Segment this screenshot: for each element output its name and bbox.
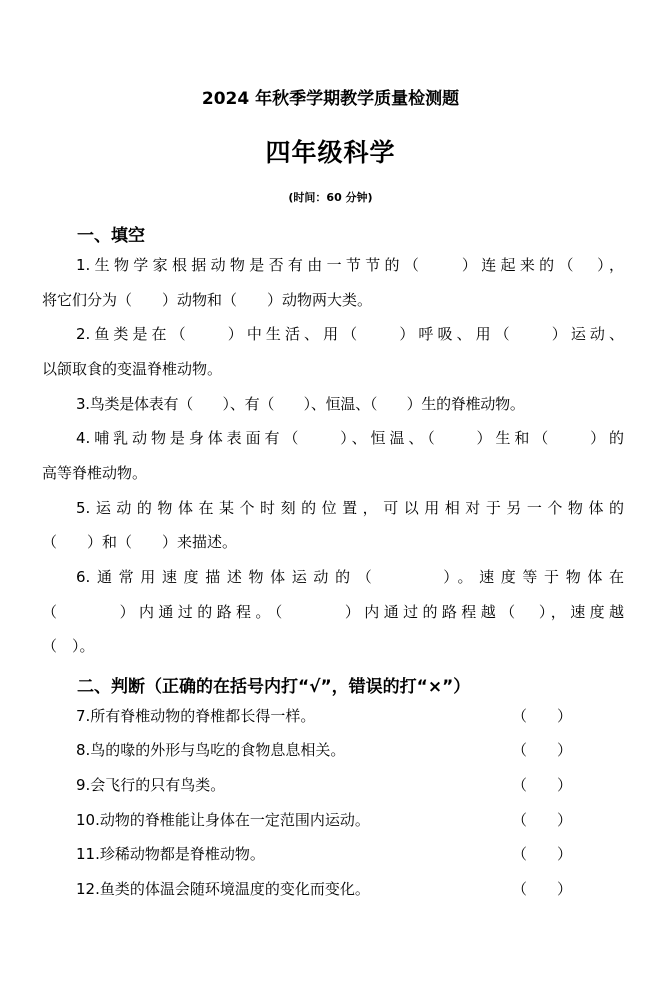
section-heading-fill-in: 一、填空 <box>77 226 145 246</box>
judge-item-10 <box>76 810 576 830</box>
judge-statement: 12.鱼类的体温会随环境温度的变化而变化。 <box>76 880 370 898</box>
section-heading-judge: 二、判断（正确的在括号内打“√”，错误的打“×”） <box>77 677 471 697</box>
question-2-line-1: 2.鱼类是在（ ）中生活、用（ ）呼吸、用（ ）运动、 <box>76 325 624 343</box>
time-note: (时间：60 分钟) <box>288 191 373 204</box>
question-3-line-1: 3.鸟类是体表有（ ）、有（ ）、恒温、（ ）生的脊椎动物。 <box>76 395 525 413</box>
answer-blank: （ ） <box>512 880 573 898</box>
judge-statement: 8.鸟的喙的外形与鸟吃的食物息息相关。 <box>76 741 346 759</box>
question-4-line-2: 高等脊椎动物。 <box>42 464 148 482</box>
question-5-line-1: 5.运动的物体在某个时刻的位置，可以用相对于另一个物体的 <box>76 499 624 517</box>
question-1-line-1: 1.生物学家根据动物是否有由一节节的（ ）连起来的（ ）， <box>76 256 624 274</box>
question-5-line-2: （ ）和（ ）来描述。 <box>42 533 238 551</box>
answer-blank: （ ） <box>512 741 573 759</box>
judge-item-11 <box>76 844 576 864</box>
answer-blank: （ ） <box>512 776 573 794</box>
judge-statement: 10.动物的脊椎能让身体在一定范围内运动。 <box>76 811 370 829</box>
subject-title: 四年级科学 <box>265 138 396 167</box>
judge-item-12 <box>76 879 576 899</box>
question-6-line-3: （ ）。 <box>42 637 95 655</box>
judge-item-7 <box>76 706 576 726</box>
answer-blank: （ ） <box>512 707 573 725</box>
judge-statement: 11.珍稀动物都是脊椎动物。 <box>76 845 265 863</box>
judge-statement: 7.所有脊椎动物的脊椎都长得一样。 <box>76 707 316 725</box>
question-2-line-2: 以颌取食的变温脊椎动物。 <box>42 360 223 378</box>
judge-statement: 9.会飞行的只有鸟类。 <box>76 776 226 794</box>
question-6-line-2: （ ）内通过的路程。（ ）内通过的路程越（ ），速度越 <box>42 603 624 621</box>
exam-title: 2024 年秋季学期教学质量检测题 <box>201 89 460 109</box>
question-4-line-1: 4.哺乳动物是身体表面有（ ）、恒温、（ ）生和（ ）的 <box>76 429 624 447</box>
question-1-line-2: 将它们分为（ ）动物和（ ）动物两大类。 <box>42 291 373 309</box>
question-6-line-1: 6.通常用速度描述物体运动的（ ）。速度等于物体在 <box>76 568 624 586</box>
answer-blank: （ ） <box>512 811 573 829</box>
judge-item-9 <box>76 775 576 795</box>
judge-item-8 <box>76 740 576 760</box>
answer-blank: （ ） <box>512 845 573 863</box>
